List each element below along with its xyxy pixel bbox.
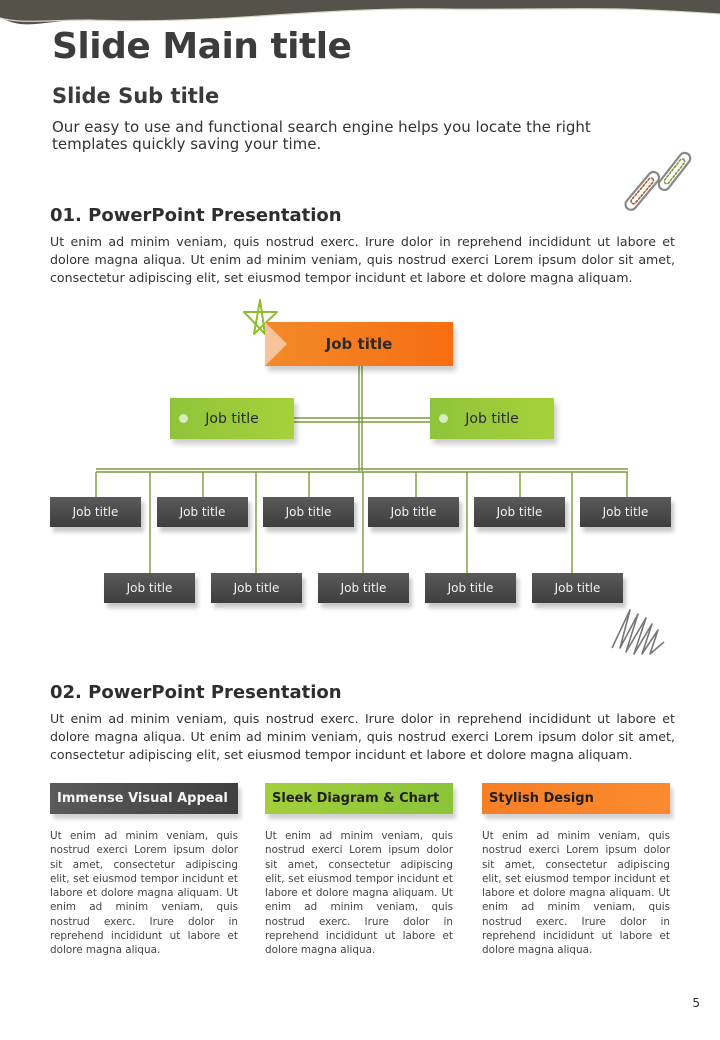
feature-3-text: Ut enim ad minim veniam, quis nostrud exerci Lorem ipsum dolor sit amet, consectetur adipiscing elit, set eiusmod tempor incidunt et labore et dolore magna aliquam. Ut enim ad minim veniam, quis nostrud exerc. Irure dolor in reprehend incididunt ut labore et dolore magna aliqua. (482, 830, 670, 957)
page-subtitle: Slide Sub title (52, 84, 220, 108)
org-node-row1: Job title (50, 497, 141, 527)
org-node-mid-left (170, 398, 294, 439)
org-node-row2: Job title (104, 573, 195, 603)
org-node-label: Job title (465, 410, 519, 427)
org-node-top-label: Job title (325, 335, 393, 353)
org-node-row2: Job title (532, 573, 623, 603)
org-node-row1: Job title (580, 497, 671, 527)
arrow-notch-icon (265, 322, 287, 366)
org-node-row1: Job title (474, 497, 565, 527)
page-number: 5 (692, 996, 700, 1010)
feature-3-title: Stylish Design (482, 783, 670, 814)
org-node-top (265, 322, 453, 366)
section-2-text: Ut enim ad minim veniam, quis nostrud exerc. Irure dolor in reprehend incididunt ut labore et dolore magna aliqua. Ut enim ad minim veniam, quis nostrud exerci Lorem ipsum dolor sit amet, consectetur adipiscing elit, set eiusmod tempor incidunt et labore et dolore magna aliquam. (50, 711, 675, 762)
feature-2-text: Ut enim ad minim veniam, quis nostrud exerci Lorem ipsum dolor sit amet, consectetur adipiscing elit, set eiusmod tempor incidunt et labore et dolore magna aliquam. Ut enim ad minim veniam, quis nostrud exerc. Irure dolor in reprehend incididunt ut labore et dolore magna aliqua. (265, 830, 453, 957)
feature-2-title: Sleek Diagram & Chart (265, 783, 453, 814)
org-node-row2: Job title (211, 573, 302, 603)
org-node-mid-right (430, 398, 554, 439)
org-node-row1: Job title (157, 497, 248, 527)
bullet-dot-icon (439, 414, 448, 423)
page-title: Slide Main title (52, 26, 352, 67)
org-node-row1: Job title (263, 497, 354, 527)
scribble-doodle-icon (608, 604, 668, 658)
intro-text: Our easy to use and functional search engine helps you locate the right templates quickly saving your time. (52, 118, 591, 153)
section-1-text: Ut enim ad minim veniam, quis nostrud exerc. Irure dolor in reprehend incididunt ut labore et dolore magna aliqua. Ut enim ad minim veniam, quis nostrud exerci Lorem ipsum dolor sit amet, consectetur adipiscing elit, set eiusmod tempor incidunt et labore et dolore magna aliquam. (50, 234, 675, 285)
org-node-row1: Job title (368, 497, 459, 527)
org-node-row2: Job title (318, 573, 409, 603)
section-1-title: 01. PowerPoint Presentation (50, 205, 342, 226)
org-node-label: Job title (205, 410, 259, 427)
feature-1-title: Immense Visual Appeal (50, 783, 238, 814)
bullet-dot-icon (179, 414, 188, 423)
org-node-row2: Job title (425, 573, 516, 603)
section-2-title: 02. PowerPoint Presentation (50, 682, 342, 703)
feature-1-text: Ut enim ad minim veniam, quis nostrud exerci Lorem ipsum dolor sit amet, consectetur adipiscing elit, set eiusmod tempor incidunt et labore et dolore magna aliquam. Ut enim ad minim veniam, quis nostrud exerc. Irure dolor in reprehend incididunt ut labore et dolore magna aliqua. (50, 830, 238, 957)
